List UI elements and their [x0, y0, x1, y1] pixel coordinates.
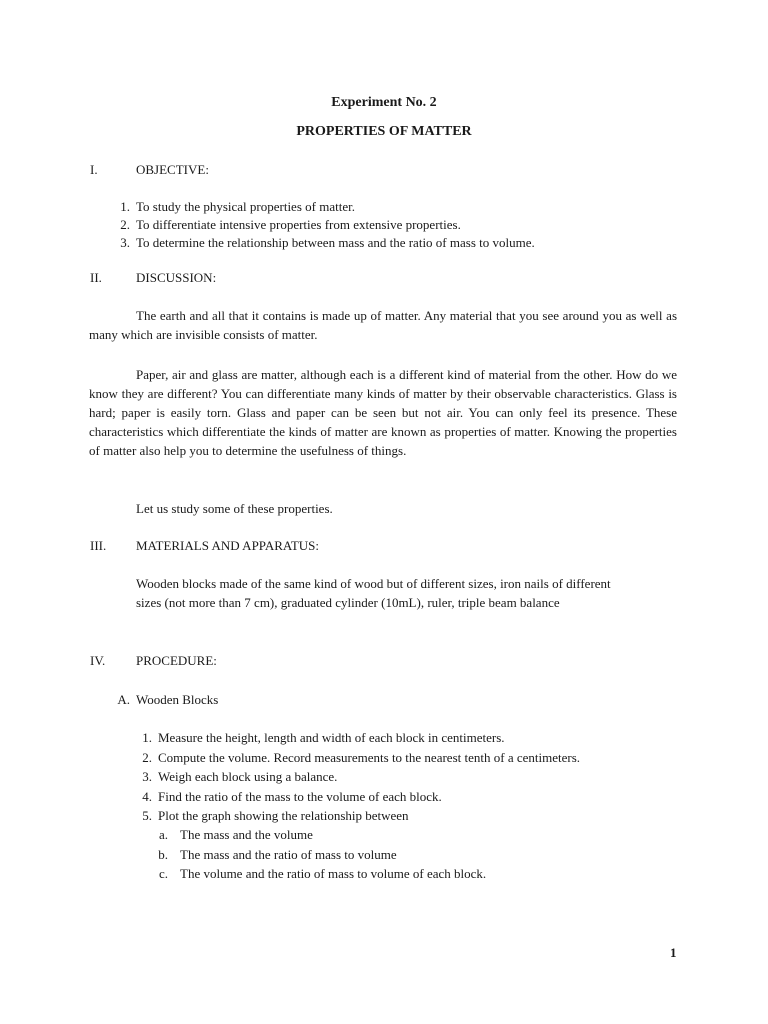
discussion-heading: DISCUSSION:	[136, 270, 217, 285]
graph-item-letter: b.	[158, 847, 168, 862]
page-title: PROPERTIES OF MATTER	[296, 124, 472, 139]
discussion-number: II.	[90, 270, 102, 285]
objective-number: I.	[90, 162, 98, 177]
procedure-step: Compute the volume. Record measurements to the nearest tenth of a centimeters.	[158, 750, 581, 765]
materials-number: III.	[90, 538, 107, 553]
procedure-step-number: 4.	[142, 789, 152, 804]
objective-item: To differentiate intensive properties from extensive properties.	[136, 217, 461, 232]
procedure-heading: PROCEDURE:	[136, 653, 217, 668]
graph-item: The mass and the volume	[180, 827, 313, 842]
graph-item: The volume and the ratio of mass to volume of each block.	[180, 866, 487, 881]
materials-list: Wooden blocks made of the same kind of wood but of different sizes, iron nails of different sizes (not more than 7 cm), graduated cylinder (10mL), ruler, triple beam balance	[136, 576, 611, 610]
procedure-step-number: 3.	[142, 769, 152, 784]
objective-item: To study the physical properties of matter.	[136, 199, 355, 214]
procedure-step-number: 5.	[142, 808, 152, 823]
procedure-step-number: 1.	[142, 730, 152, 745]
objective-item-number: 3.	[120, 235, 130, 250]
procedure-number: IV.	[90, 653, 106, 668]
page-number: 1	[670, 945, 677, 960]
procedure-sub-heading: Wooden Blocks	[136, 692, 219, 707]
procedure-step: Plot the graph showing the relationship between	[158, 808, 409, 823]
procedure-step: Weigh each block using a balance.	[158, 769, 338, 784]
graph-item: The mass and the ratio of mass to volume	[180, 847, 397, 862]
objective-item: To determine the relationship between mass and the ratio of mass to volume.	[136, 235, 535, 250]
objective-item-number: 1.	[120, 199, 130, 214]
discussion-paragraph-3	[89, 499, 677, 518]
graph-item-letter: c.	[158, 866, 168, 881]
graph-item-letter: a.	[158, 827, 168, 842]
discussion-paragraph-3-text: Let us study some of these properties.	[136, 501, 333, 516]
procedure-step: Find the ratio of the mass to the volume of each block.	[158, 789, 442, 804]
procedure-step-number: 2.	[142, 750, 152, 765]
discussion-paragraph-2-text: Paper, air and glass are matter, although each is a different kind of material from the other. How do we know they are different? You can differentiate many kinds of matter by their observable characteristics. Glass is hard; paper is easily torn. Glass and paper can be seen but not air. You can only feel its presence. These characteristics which differentiate the kinds of matter are known as properties of matter. Knowing the properties of matter also help you to determine the usefulness of things.	[89, 367, 677, 458]
experiment-number: Experiment No. 2	[331, 95, 437, 110]
discussion-paragraph-1-text: The earth and all that it contains is made up of matter. Any material that you see around you as well as many which are invisible consists of matter.	[89, 308, 677, 342]
materials-heading: MATERIALS AND APPARATUS:	[136, 538, 320, 553]
objective-heading: OBJECTIVE:	[136, 162, 209, 177]
procedure-sub-letter: A.	[117, 692, 130, 707]
discussion-paragraph-1	[89, 306, 677, 344]
discussion-paragraph-2	[89, 365, 677, 460]
procedure-step: Measure the height, length and width of each block in centimeters.	[158, 730, 505, 745]
objective-item-number: 2.	[120, 217, 130, 232]
